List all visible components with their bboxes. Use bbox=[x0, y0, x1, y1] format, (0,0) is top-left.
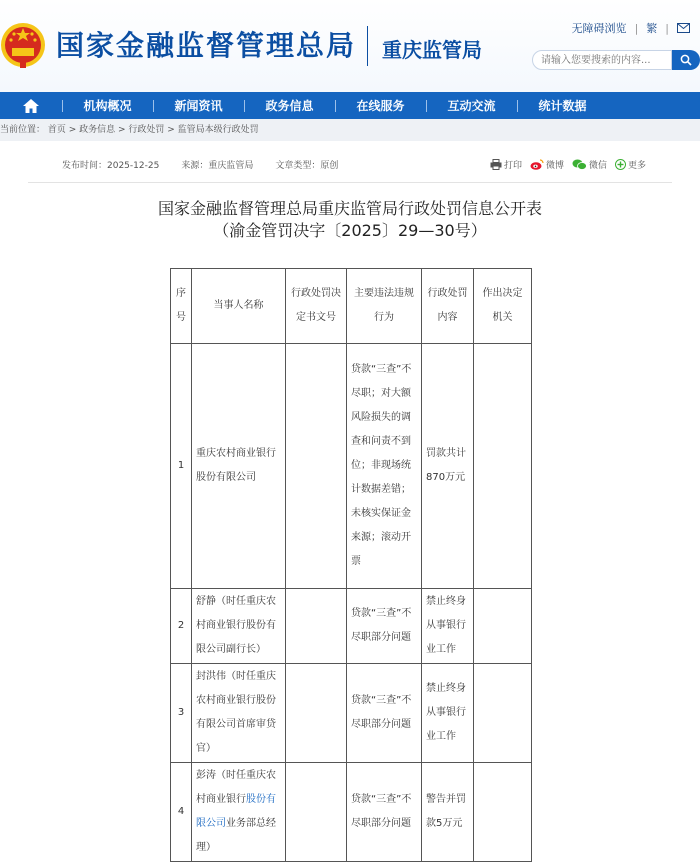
table-row bbox=[171, 664, 532, 763]
print-icon bbox=[490, 159, 502, 170]
publish-time: 发布时间：2025-12-25 bbox=[62, 161, 160, 171]
row-violation: 贷款“三查”不尽职部分问题 bbox=[347, 664, 422, 763]
nav-item-interaction[interactable]: 互动交流 bbox=[426, 97, 517, 114]
table-header-row bbox=[171, 269, 532, 344]
more-label: 更多 bbox=[628, 161, 647, 171]
row-violation: 贷款“三查”不尽职部分问题 bbox=[347, 589, 422, 664]
party-text: 业务部总经理） bbox=[196, 818, 276, 853]
more-share-button[interactable] bbox=[615, 158, 646, 171]
header-doc-no: 行政处罚决定书文号 bbox=[286, 269, 347, 344]
party-text: 彭涛（时任重庆农村商业银行 bbox=[196, 770, 276, 805]
row-party: 重庆农村商业银行股份有限公司 bbox=[192, 344, 286, 589]
article-meta bbox=[62, 158, 338, 171]
article-title-line1: 国家金融监督管理总局重庆监管局行政处罚信息公开表 bbox=[157, 199, 542, 218]
divider bbox=[28, 182, 672, 183]
row-no: 3 bbox=[171, 664, 192, 763]
site-title[interactable]: 国家金融监督管理总局 bbox=[56, 29, 357, 62]
home-button[interactable] bbox=[0, 92, 62, 119]
national-emblem-icon bbox=[0, 18, 46, 72]
search-input[interactable] bbox=[532, 50, 672, 70]
nav-item-news[interactable]: 新闻资讯 bbox=[153, 97, 244, 114]
mail-icon[interactable] bbox=[677, 23, 690, 33]
row-authority bbox=[474, 589, 532, 664]
table-row bbox=[171, 589, 532, 664]
title-divider bbox=[367, 26, 368, 66]
row-authority bbox=[474, 664, 532, 763]
nav-item-about[interactable]: 机构概况 bbox=[62, 97, 153, 114]
table-row bbox=[171, 763, 532, 862]
article-type: 文章类型：原创 bbox=[275, 161, 339, 171]
nav-item-statistics[interactable]: 统计数据 bbox=[517, 97, 608, 114]
wechat-share-button[interactable] bbox=[572, 158, 607, 171]
header-penalty: 行政处罚内容 bbox=[422, 269, 474, 344]
row-penalty: 罚款共计870万元 bbox=[422, 344, 474, 589]
plus-circle-icon bbox=[615, 159, 626, 170]
row-no: 2 bbox=[171, 589, 192, 664]
article-source: 来源：重庆监管局 bbox=[181, 161, 254, 171]
top-links bbox=[572, 20, 690, 36]
weibo-icon bbox=[530, 159, 544, 170]
site-header bbox=[0, 0, 700, 92]
separator: | bbox=[634, 21, 639, 35]
header-no: 序号 bbox=[171, 269, 192, 344]
row-doc-no bbox=[286, 664, 347, 763]
row-no: 4 bbox=[171, 763, 192, 862]
wechat-icon bbox=[572, 159, 587, 170]
separator: | bbox=[665, 21, 669, 35]
share-bar bbox=[490, 158, 646, 171]
row-penalty: 禁止终身从事银行业工作 bbox=[422, 589, 474, 664]
nav-item-gov-info[interactable]: 政务信息 bbox=[244, 97, 335, 114]
print-button[interactable] bbox=[490, 158, 522, 171]
row-no: 1 bbox=[171, 344, 192, 589]
party-link[interactable]: 股份有限公司 bbox=[196, 794, 276, 829]
nav-item-online-service[interactable]: 在线服务 bbox=[335, 97, 426, 114]
row-violation: 贷款“三查”不尽职；对大额风险损失的调查和问责不到位；非现场统计数据差错；未核实保证金来源；滚动开票 bbox=[347, 344, 422, 589]
row-party: 封洪伟（时任重庆农村商业银行股份有限公司首席审贷官） bbox=[192, 664, 286, 763]
row-authority bbox=[474, 763, 532, 862]
row-violation: 贷款“三查”不尽职部分问题 bbox=[347, 763, 422, 862]
row-party bbox=[192, 763, 286, 862]
accessibility-link[interactable]: 无障碍浏览 bbox=[571, 22, 627, 35]
breadcrumb[interactable]: 当前位置： 首页 > 政务信息 > 行政处罚 > 监管局本级行政处罚 bbox=[0, 119, 700, 141]
row-doc-no bbox=[286, 589, 347, 664]
article-title-line2: （渝金管罚决字〔2025〕29—30号） bbox=[213, 221, 487, 240]
traditional-chinese-link[interactable]: 繁 bbox=[646, 22, 658, 35]
print-label: 打印 bbox=[504, 161, 523, 171]
header-authority: 作出决定机关 bbox=[474, 269, 532, 344]
row-doc-no bbox=[286, 763, 347, 862]
home-icon bbox=[23, 99, 39, 113]
site-subtitle[interactable]: 重庆监管局 bbox=[382, 38, 482, 62]
row-penalty: 禁止终身从事银行业工作 bbox=[422, 664, 474, 763]
article-title bbox=[0, 198, 700, 242]
table-row bbox=[171, 344, 532, 589]
search-button[interactable] bbox=[672, 50, 700, 70]
header-party: 当事人名称 bbox=[192, 269, 286, 344]
penalty-table bbox=[170, 268, 532, 862]
main-nav bbox=[0, 92, 700, 119]
weibo-label: 微博 bbox=[546, 161, 565, 171]
header-violation: 主要违法违规行为 bbox=[347, 269, 422, 344]
wechat-label: 微信 bbox=[589, 161, 608, 171]
search-icon bbox=[680, 54, 692, 66]
row-party: 舒静（时任重庆农村商业银行股份有限公司副行长） bbox=[192, 589, 286, 664]
weibo-share-button[interactable] bbox=[530, 158, 564, 171]
row-authority bbox=[474, 344, 532, 589]
row-penalty: 警告并罚款5万元 bbox=[422, 763, 474, 862]
row-doc-no bbox=[286, 344, 347, 589]
